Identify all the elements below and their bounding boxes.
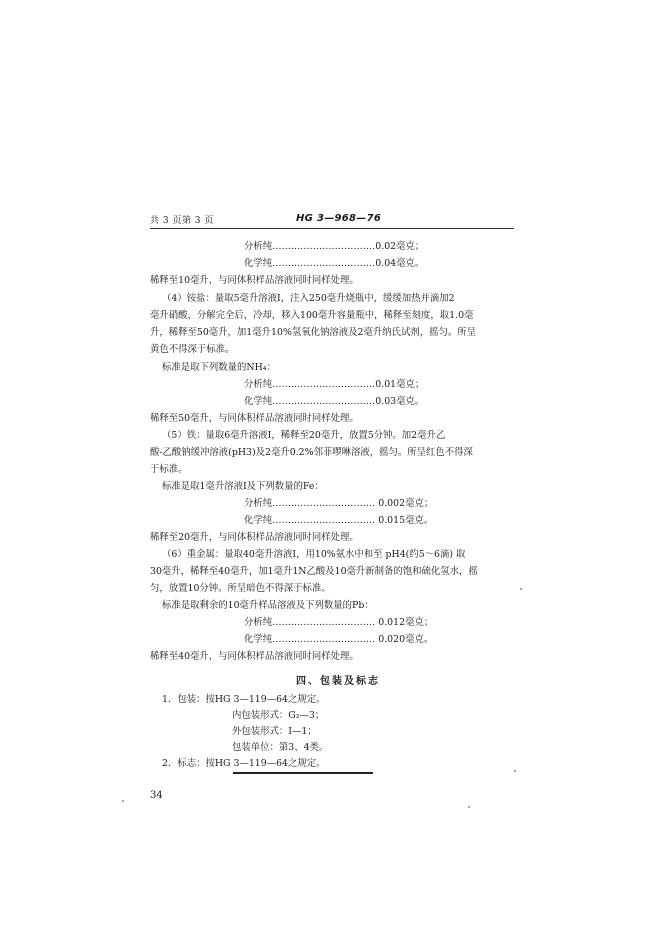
text-line: 30毫升，稀释至40毫升，加1毫升1N乙酸及10毫升新制备的饱和硫化氢水，摇 — [150, 566, 478, 577]
text-line: 化学纯……………………………0.04毫克。 — [244, 258, 425, 269]
text-line: （5）铁：量取6毫升溶液Ⅰ，稀释至20毫升，放置5分钟。加2毫升乙 — [162, 430, 446, 441]
text-line: 稀释至20毫升，与同体积样品溶液同时同样处理。 — [150, 532, 359, 543]
text-line: 分析纯……………………………0.01毫克； — [244, 379, 425, 390]
text-line: 稀释至40毫升，与同体积样品溶液同时同样处理。 — [150, 651, 359, 662]
text-line: （4）铵盐：量取5毫升溶液Ⅰ，注入250毫升烧瓶中，缓缓加热并滴加2 — [162, 293, 455, 304]
scan-speck — [514, 770, 516, 772]
text-line: 内包装形式：G₂—3； — [232, 710, 325, 721]
text-line: 酸-乙酸钠缓冲溶液(pH3)及2毫升0.2%邻菲啰啉溶液，摇匀。所呈红色不得深 — [150, 447, 473, 458]
scan-speck — [468, 806, 470, 808]
scan-speck — [520, 588, 522, 590]
text-line: 1．包装：按HG 3—119—64之规定。 — [162, 694, 326, 705]
text-line: 分析纯……………………………0.02毫克； — [244, 241, 425, 252]
text-line: 2．标志：按HG 3—119—64之规定。 — [162, 758, 326, 769]
closing-rule — [233, 772, 373, 774]
text-line: 标准是取剩余的10毫升样品溶液及下列数量的Pb： — [162, 600, 374, 611]
text-line: 分析纯…………………………… 0.002毫克； — [244, 498, 434, 509]
page-number: 34 — [150, 790, 163, 801]
scan-speck — [122, 800, 124, 802]
text-line: 标准是取1毫升溶液Ⅰ及下列数量的Fe： — [162, 481, 324, 492]
text-line: （6）重金属：量取40毫升溶液Ⅰ，用10%氨水中和至 pH4(约5～6滴) 取 — [162, 549, 466, 560]
text-line: 化学纯……………………………0.03毫克。 — [244, 396, 425, 407]
text-line: 毫升硝酸，分解完全后，冷却，移入100毫升容量瓶中，稀释至刻度，取1.0毫 — [150, 310, 474, 321]
text-line: 稀释至50毫升，与同体积样品溶液同时同样处理。 — [150, 413, 359, 424]
text-line: 匀，放置10分钟。所呈暗色不得深于标准。 — [150, 583, 331, 594]
text-line: 升，稀释至50毫升，加1毫升10%氢氧化钠溶液及2毫升纳氏试剂，摇匀。所呈 — [150, 327, 476, 338]
text-line: 标准是取下列数量的NH₄： — [162, 362, 276, 373]
text-line: 黄色不得深于标准。 — [150, 344, 235, 355]
section-title: 四、包装及标志 — [296, 676, 380, 687]
text-line: 外包装形式：Ⅰ—1； — [232, 726, 317, 737]
text-line: 稀释至10毫升，与同体积样品溶液同时同样处理。 — [150, 275, 359, 286]
standard-number-header: HG 3—968—76 — [296, 213, 382, 224]
header-rule — [150, 228, 514, 229]
text-line: 化学纯…………………………… 0.020毫克。 — [244, 634, 434, 645]
text-line: 分析纯…………………………… 0.012毫克； — [244, 617, 434, 628]
text-line: 包装单位：第3、4类。 — [232, 742, 329, 753]
page-count-header: 共 3 页第 3 页 — [150, 216, 214, 226]
text-line: 化学纯…………………………… 0.015毫克。 — [244, 515, 434, 526]
text-line: 于标准。 — [150, 464, 188, 475]
